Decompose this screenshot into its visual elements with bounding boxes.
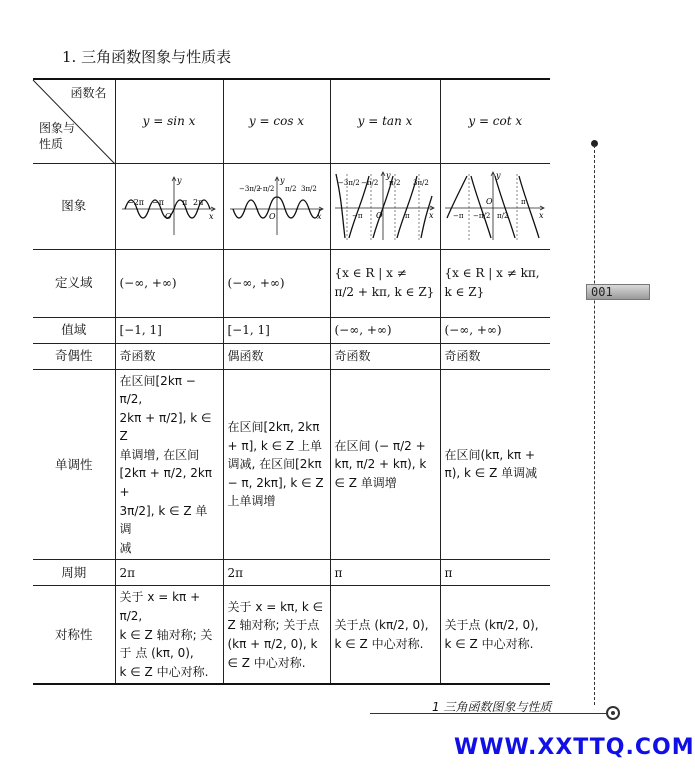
tan-tick-pi2: π/2 [389,179,401,187]
tan-origin: O [376,211,383,220]
cot-tick-negpi2: −π/2 [473,212,491,220]
sin-y-label: y [177,176,182,185]
tan-graph [333,168,437,244]
cos-graph [227,171,327,241]
page-number-tab: 001 [586,284,650,300]
symmetry-row [33,586,550,684]
monotonic-sin-line: 3π/2], k ∈ Z 单调 [119,503,208,537]
sin-origin: O [165,212,172,221]
tan-tick-3pi2: 3π/2 [413,179,429,187]
parity-tan: 奇函数 [330,343,440,369]
period-sin: 2π [115,560,223,586]
symmetry-cot-line: 关于点 (kπ/2, 0), [444,618,539,633]
period-tan: π [330,560,440,586]
parity-cos: 偶函数 [223,343,330,369]
row-label-parity: 奇偶性 [33,343,115,369]
monotonic-cos-line: 上单调增 [227,494,276,509]
cos-origin: O [268,212,276,221]
range-tan: (−∞, +∞) [330,317,440,343]
symmetry-sin [115,586,223,684]
header-row [33,79,550,163]
domain-cot-line1: {x ∈ R | x ≠ kπ, [444,266,540,281]
monotonic-tan-line: ∈ Z 单调增 [334,475,397,490]
symmetry-sin-line: 关于 x = kπ + π/2, [119,590,201,624]
header-sin: y = sin x [115,79,223,163]
cos-tick-pi2: π/2 [284,185,296,193]
symmetry-cos-line: ∈ Z 中心对称. [227,655,306,670]
tan-graph-cell [330,163,440,249]
header-cot: y = cot x [440,79,550,163]
monotonic-sin-line: 2kπ + π/2], k ∈ Z [119,410,212,444]
domain-cos: (−∞, +∞) [223,249,330,317]
domain-tan-line2: π/2 + kπ, k ∈ Z} [334,285,435,299]
monotonic-row [33,369,550,560]
range-sin: [−1, 1] [115,317,223,343]
symmetry-sin-line: 于 点 (kπ, 0), [119,646,194,661]
range-cot: (−∞, +∞) [440,317,550,343]
monotonic-sin-line: [2kπ + π/2, 2kπ + [119,466,213,500]
row-label-domain: 定义域 [33,249,115,317]
graph-prop-label-2: 性质 [39,137,64,152]
monotonic-sin [115,369,223,560]
symmetry-tan [330,586,440,684]
sin-tick-negpi: −π [152,198,164,207]
cot-tick-pi2: π/2 [497,212,509,220]
tan-y-label: y [386,171,391,180]
monotonic-sin-line: 单调增, 在区间 [119,447,200,462]
symmetry-sin-line: k ∈ Z 轴对称; 关 [119,627,213,642]
domain-cot [440,249,550,317]
symmetry-tan-line: k ∈ Z 中心对称. [334,636,424,651]
cot-graph [443,168,547,244]
period-cos: 2π [223,560,330,586]
sin-graph-cell [115,163,223,249]
symmetry-cos-line: Z 轴对称; 关于点 [227,618,320,633]
sin-tick-2pi: 2π [193,198,204,207]
footer-rule [370,713,608,714]
tan-tick-neg3pi2: −3π/2 [338,179,360,187]
domain-tan [330,249,440,317]
tan-tick-pi: π [405,212,410,220]
domain-tan-line1: {x ∈ R | x ≠ [334,266,407,281]
domain-cot-line2: k ∈ Z} [444,285,485,299]
cos-tick-3pi2: 3π/2 [300,185,317,193]
sin-graph [119,171,219,241]
domain-sin: (−∞, +∞) [115,249,223,317]
monotonic-cot-line: 在区间(kπ, kπ + [444,447,536,462]
symmetry-sin-line: k ∈ Z 中心对称. [119,664,209,679]
monotonic-tan-line: 在区间 (− π/2 + [334,438,426,453]
func-name-label: 函数名 [70,86,107,100]
section-title: 1. 三角函数图象与性质表 [62,48,232,66]
tan-tick-negpi2: −π/2 [361,179,379,187]
header-tan: y = tan x [330,79,440,163]
footer-chapter-title: 1 三角函数图象与性质 [432,700,552,714]
sin-tick-neg2pi: −2π [127,198,145,207]
symmetry-tan-line: 关于点 (kπ/2, 0), [334,618,429,633]
cos-y-label: y [279,176,285,185]
row-label-monotonic: 单调性 [33,369,115,560]
monotonic-cos-line: 调减, 在区间[2kπ [227,457,322,472]
sin-x-label: x [209,212,214,221]
symmetry-cos-line: (kπ + π/2, 0), k [227,636,318,651]
symmetry-cos [223,586,330,684]
graph-prop-label [39,120,75,152]
monotonic-tan-line: kπ, π/2 + kπ), k [334,457,427,472]
period-cot: π [440,560,550,586]
monotonic-cos-line: + π], k ∈ Z 上单 [227,438,322,453]
monotonic-cos [223,369,330,560]
row-label-graph: 图象 [33,163,115,249]
cot-y-label: y [496,171,501,180]
parity-row [33,343,550,369]
trig-properties-table [33,78,550,685]
graph-prop-label-1: 图象与 [39,121,76,135]
cot-tick-pi: π [521,198,526,206]
row-label-symmetry: 对称性 [33,586,115,684]
monotonic-cos-line: − π, 2kπ], k ∈ Z [227,475,324,490]
cos-x-label: x [316,212,322,221]
monotonic-cot-line: π), k ∈ Z 单调减 [444,466,538,481]
domain-row [33,249,550,317]
parity-cot: 奇函数 [440,343,550,369]
range-cos: [−1, 1] [223,317,330,343]
monotonic-cot [440,369,550,560]
watermark-url: WWW.XXTTQ.COM [454,735,695,760]
monotonic-cos-line: 在区间[2kπ, 2kπ [227,419,320,434]
cot-graph-cell [440,163,550,249]
row-label-period: 周期 [33,560,115,586]
cos-tick-neg3pi2: −3π/2 [238,185,261,193]
header-cos: y = cos x [223,79,330,163]
graph-row [33,163,550,249]
cot-tick-negpi: −π [453,212,464,220]
sin-tick-pi: π [182,198,188,207]
footer-circle-icon [606,706,620,720]
row-label-range: 值域 [33,317,115,343]
cot-origin: O [486,197,493,206]
symmetry-cos-line: 关于 x = kπ, k ∈ [227,599,324,614]
monotonic-sin-line: 在区间[2kπ − π/2, [119,373,196,407]
symmetry-cot-line: k ∈ Z 中心对称. [444,636,534,651]
cot-x-label: x [539,211,544,220]
tan-tick-negpi: −π [352,212,363,220]
period-row [33,560,550,586]
tan-x-label: x [429,211,434,220]
cos-graph-cell [223,163,330,249]
parity-sin: 奇函数 [115,343,223,369]
range-row [33,317,550,343]
monotonic-sin-line: 减 [119,540,132,555]
margin-dashed-line [594,145,595,705]
diagonal-header-cell [33,79,115,163]
symmetry-cot [440,586,550,684]
cos-tick-negpi2: −π/2 [256,185,274,193]
monotonic-tan [330,369,440,560]
